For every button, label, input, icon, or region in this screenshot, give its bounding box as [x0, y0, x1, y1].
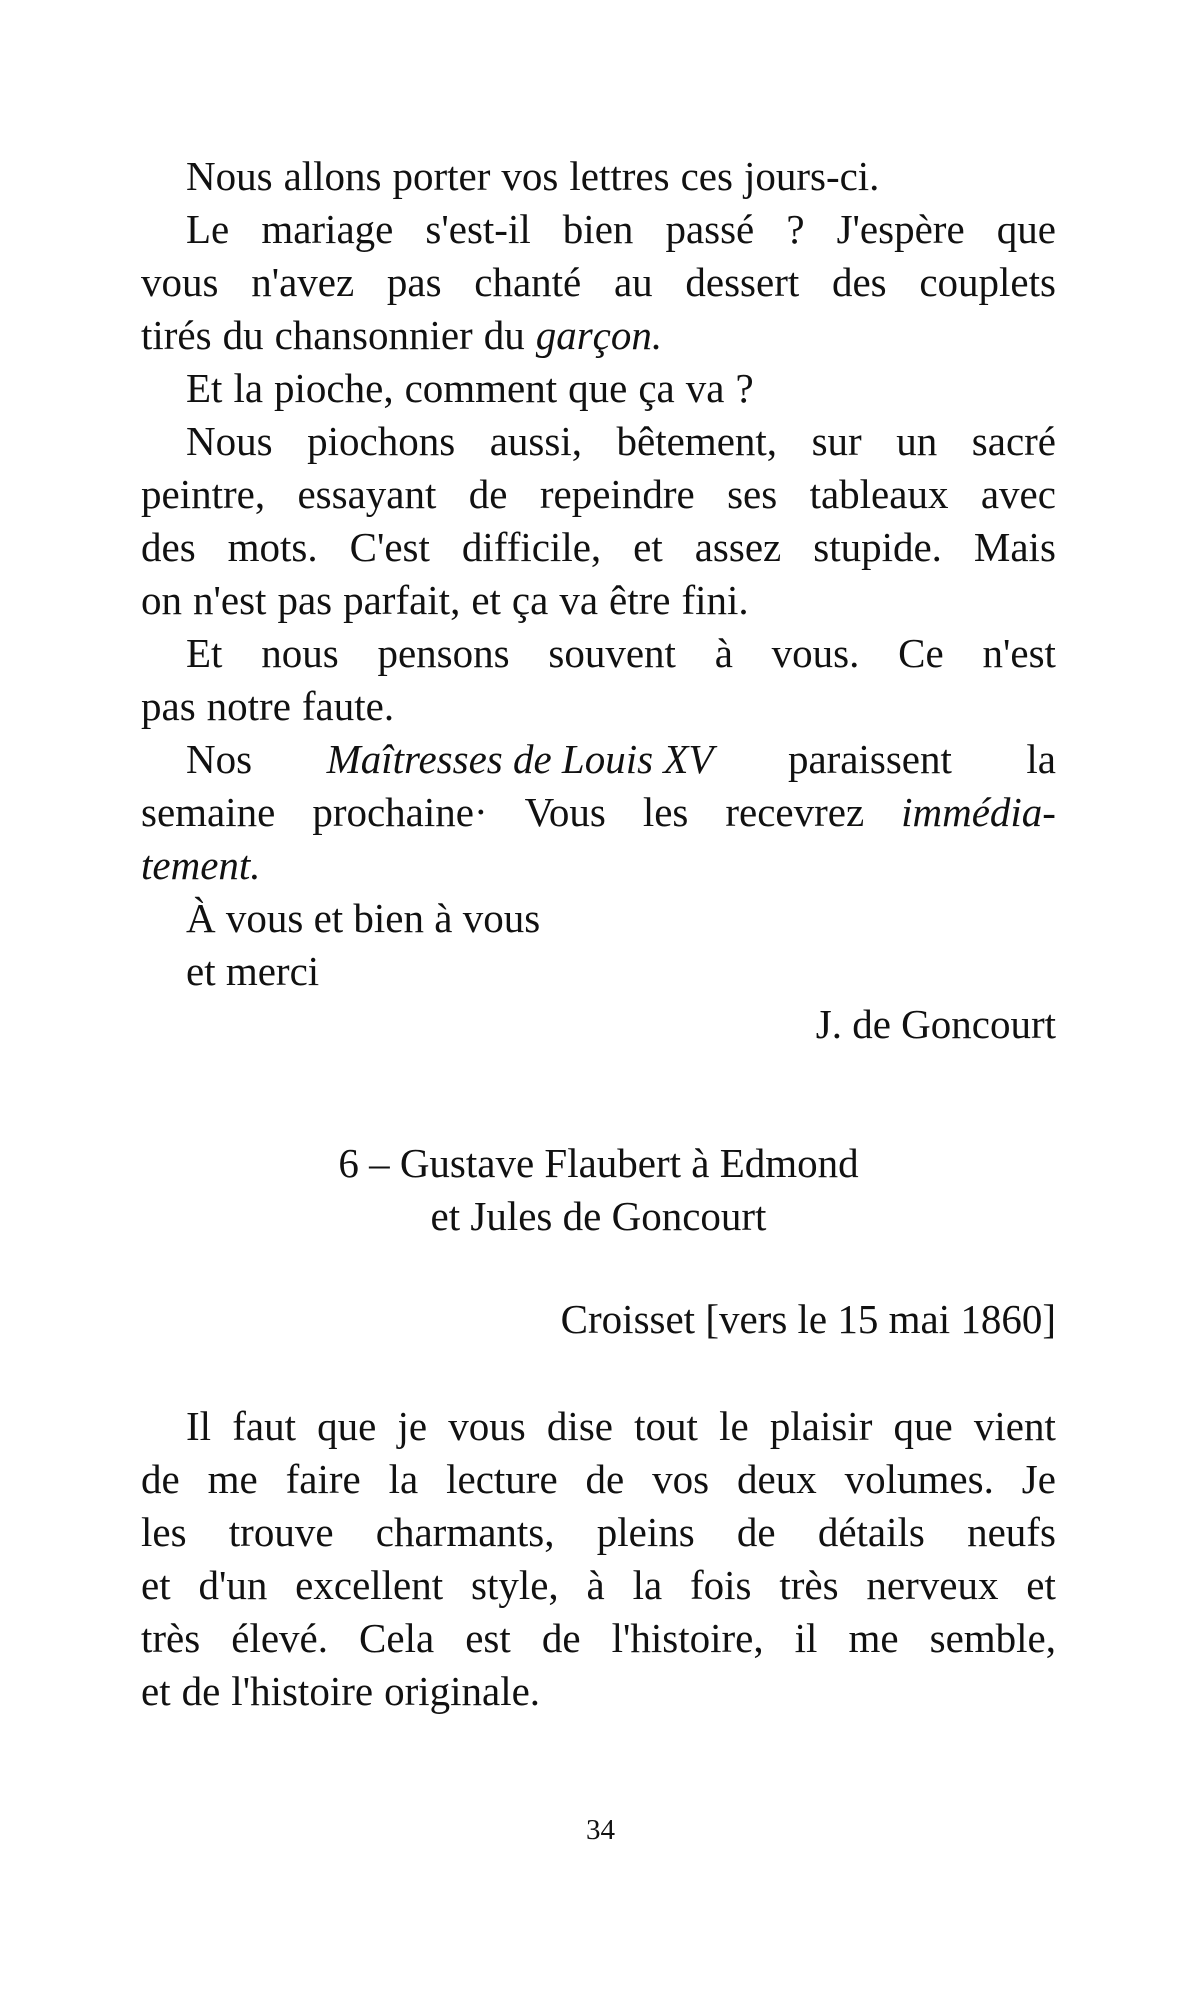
text-line: des mots. C'est difficile, et assez stupide. Mais [141, 524, 1056, 570]
heading-line: et Jules de Goncourt [430, 1193, 767, 1239]
text-line: Et la pioche, comment que ça va ? [186, 365, 754, 411]
text-line: et de l'histoire originale. [141, 1668, 541, 1714]
closing-line: À vous et bien à vous [186, 895, 541, 941]
text-line [141, 839, 1056, 892]
text-line: Et nous pensons souvent à vous. Ce n'est [186, 630, 1056, 676]
closing-line: et merci [186, 948, 320, 994]
text-line: tirés du chansonnier du garçon. [141, 309, 1056, 362]
letter-heading [141, 1137, 1056, 1243]
letter-2-body [141, 1400, 1056, 1718]
text-line: les trouve charmants, pleins de détails neufs [141, 1509, 1056, 1555]
dateline: Croisset [vers le 15 mai 1860] [560, 1296, 1056, 1342]
text-line: vous n'avez pas chanté au dessert des couplets [141, 259, 1056, 305]
text-line: semaine prochaine· Vous les recevrez immédia- [141, 786, 1056, 839]
text-line: on n'est pas parfait, et ça va être fini. [141, 577, 749, 623]
text-line: pas notre faute. [141, 683, 395, 729]
italic-book-title: Maîtresses de Louis XV [326, 736, 714, 782]
text-line: peintre, essayant de repeindre ses tableaux avec [141, 471, 1056, 517]
text-line: Il faut que je vous dise tout le plaisir que vient [186, 1403, 1056, 1449]
text-line: et d'un excellent style, à la fois très nerveux et [141, 1562, 1056, 1608]
italic-word: immédia- [901, 789, 1056, 835]
italic-word: tement. [141, 842, 261, 888]
text-line: Nous allons porter vos lettres ces jours-ci. [186, 153, 880, 199]
letter-1-body [141, 150, 1056, 1051]
text-line: Nous piochons aussi, bêtement, sur un sacré [186, 418, 1056, 464]
italic-word: garçon. [535, 312, 663, 358]
text-line: Le mariage s'est-il bien passé ? J'espère que [186, 206, 1056, 252]
page-number: 34 [586, 1814, 615, 1846]
text-line: de me faire la lecture de vos deux volumes. Je [141, 1456, 1056, 1502]
book-page [141, 150, 1056, 1718]
signature: J. de Goncourt [815, 1001, 1056, 1047]
text-line: très élevé. Cela est de l'histoire, il me semble, [141, 1615, 1056, 1661]
text-line: Nos Maîtresses de Louis XV paraissent la [141, 733, 1056, 786]
heading-line: 6 – Gustave Flaubert à Edmond [338, 1140, 859, 1186]
